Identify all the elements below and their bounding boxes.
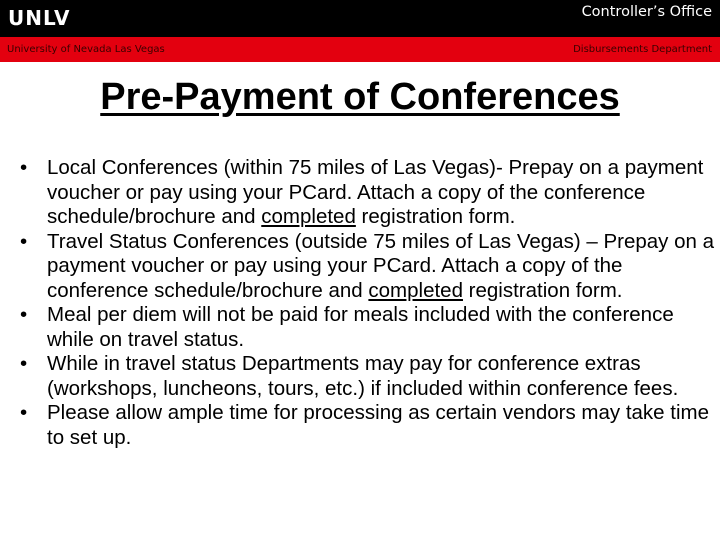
- bullet-item-local-conferences: [20, 156, 716, 230]
- bullet-list: [20, 156, 716, 450]
- bullet-item-meal-per-diem: [20, 303, 716, 352]
- bullet-text: While in travel status Departments may pay for conference extras (workshops, luncheons, tours, etc.) if included within conference fees.: [47, 352, 679, 400]
- bullet-icon: •: [20, 303, 28, 326]
- bullet-icon: •: [20, 352, 28, 375]
- bullet-text: Please allow ample time for processing as certain vendors may take time to set up.: [47, 401, 709, 449]
- header-bar: [0, 0, 720, 37]
- brand-logo-text: UNLV: [8, 6, 71, 30]
- emphasis-text: completed: [368, 278, 463, 302]
- bullet-item-travel-status-conferences: [20, 230, 716, 304]
- bullet-item-conference-extras: [20, 352, 716, 401]
- bullet-icon: •: [20, 401, 28, 424]
- university-name: University of Nevada Las Vegas: [7, 44, 165, 55]
- bullet-text: registration form.: [462, 278, 623, 302]
- header-subbar: [0, 37, 720, 62]
- department-name: Disbursements Department: [573, 44, 712, 55]
- bullet-text: Travel Status Conferences (outside 75 miles of Las Vegas) – Prepay on a payment voucher or pay using your PCard. Attach a copy of the conference schedule/brochure and: [47, 229, 714, 302]
- bullet-text: Meal per diem will not be paid for meals included with the conference while on travel status.: [47, 303, 674, 351]
- emphasis-text: completed: [261, 205, 356, 228]
- bullet-text: registration form.: [355, 205, 516, 228]
- bullet-text: Local Conferences (within 75 miles of Las Vegas)- Prepay on a payment voucher or pay using your PCard. Attach a copy of the conference schedule/brochure and: [47, 156, 704, 228]
- page-title: Pre-Payment of Conferences: [100, 76, 620, 118]
- bullet-item-processing-time: [20, 401, 716, 450]
- bullet-icon: •: [20, 156, 28, 179]
- bullet-icon: •: [20, 229, 28, 253]
- office-title: Controller’s Office: [581, 4, 712, 20]
